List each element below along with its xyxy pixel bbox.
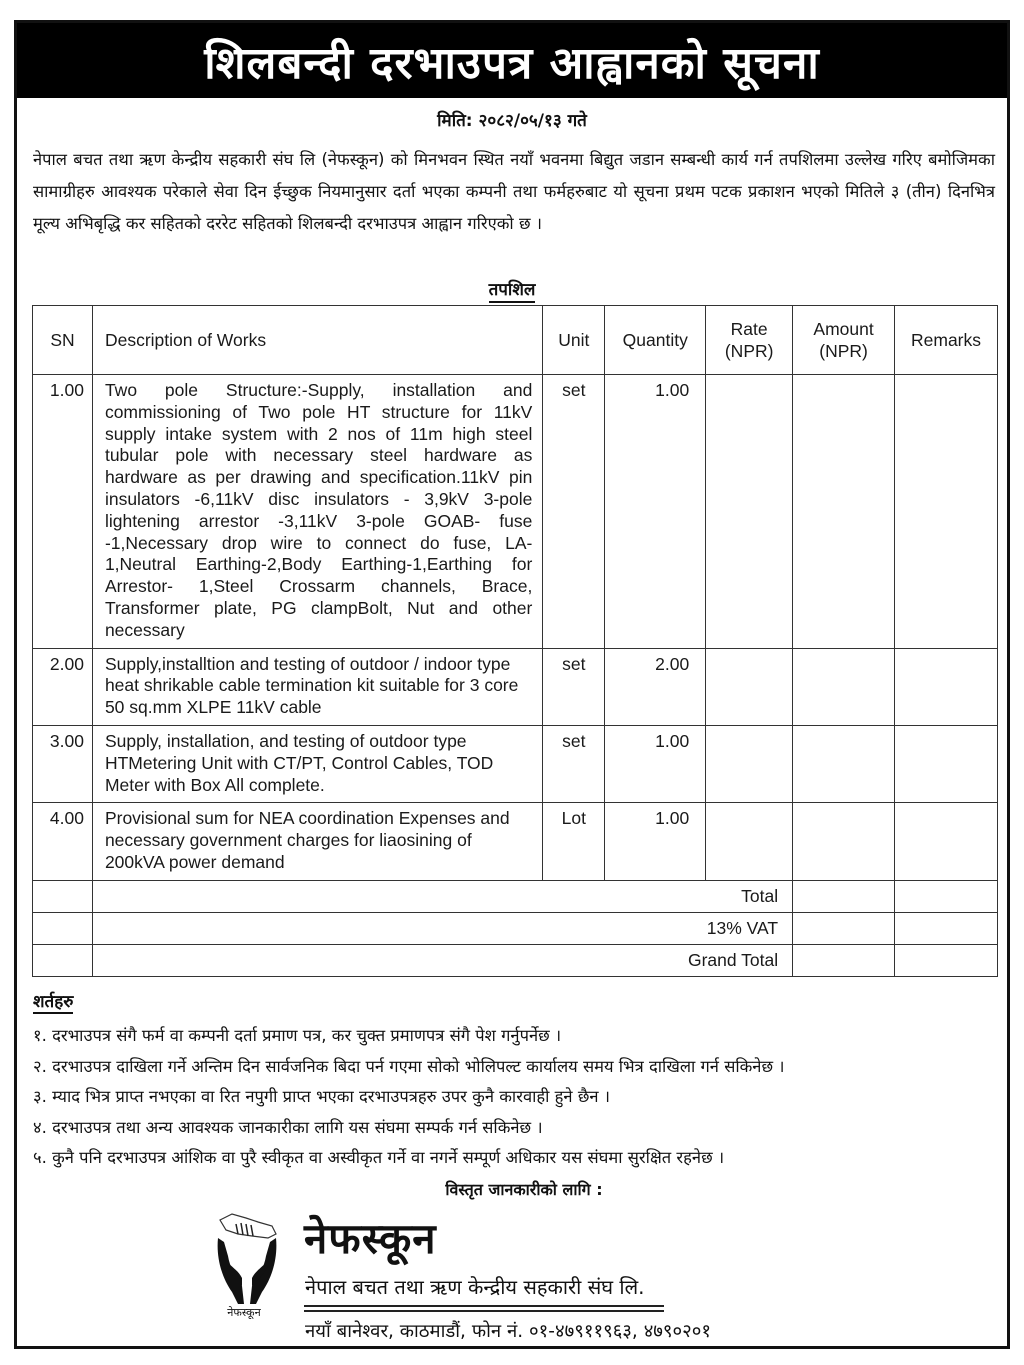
notice-title: शिलबन्दी दरभाउपत्र आह्वानको सूचना bbox=[204, 37, 820, 89]
cell-quantity: 1.00 bbox=[605, 375, 706, 649]
cell-unit: set bbox=[543, 648, 605, 725]
table-row bbox=[33, 725, 998, 802]
cell-sn: 3.00 bbox=[33, 725, 93, 802]
org-full-name: नेपाल बचत तथा ऋण केन्द्रीय सहकारी संघ लि. bbox=[305, 1275, 645, 1299]
blank-cell bbox=[33, 880, 93, 912]
cell-description: Supply,installtion and testing of outdoor / indoor type heat shrikable cable termination kit suitable for 3 core 50 sq.mm XLPE 11kV cable bbox=[92, 648, 542, 725]
header-amount: Amount (NPR) bbox=[793, 306, 895, 375]
divider bbox=[304, 1310, 664, 1312]
cell-remarks bbox=[895, 725, 998, 802]
cell-rate bbox=[706, 725, 793, 802]
cell-remarks bbox=[895, 648, 998, 725]
conditions-heading: शर्तहरु bbox=[33, 992, 74, 1012]
cell-amount bbox=[793, 375, 895, 649]
cell-rate bbox=[706, 803, 793, 880]
header-unit: Unit bbox=[543, 306, 605, 375]
notice-title-bar bbox=[17, 23, 1007, 98]
cell-description: Two pole Structure:-Supply, installation and commissioning of Two pole HT structure for 11kV supply intake system with 2 nos of 11m high steel tubular pole with necessary steel hardware as hardware as per drawing and specification.11kV pin insulators -6,11kV disc insulators - 3,9kV 3-pole lightening arrestor -3,11kV 3-pole GOAB- fuse -1,Necessary drop wire to connect do fuse, LA- 1,Neutral Earthing-2,Body Earthing-1,Earthing for Arrestor- 1,Steel Crossarm channels, Brace, Transformer plate, PG clampBolt, Nut and other necessary bbox=[92, 375, 542, 649]
cell-description: Provisional sum for NEA coordination Expenses and necessary government charges for liaosining of 200kVA power demand bbox=[92, 803, 542, 880]
grand-total-amount bbox=[793, 944, 895, 976]
vat-amount bbox=[793, 912, 895, 944]
conditions-list bbox=[33, 1021, 1008, 1174]
logo-caption: नेफस्कून bbox=[227, 1306, 261, 1319]
header-description: Description of Works bbox=[92, 306, 542, 375]
cell-sn: 2.00 bbox=[33, 648, 93, 725]
cell-unit: Lot bbox=[543, 803, 605, 880]
cell-description: Supply, installation, and testing of outdoor type HTMetering Unit with CT/PT, Control Cables, TOD Meter with Box All complete. bbox=[92, 725, 542, 802]
cell-remarks bbox=[895, 803, 998, 880]
total-amount bbox=[793, 880, 895, 912]
org-short-name: नेफस्कून bbox=[304, 1214, 437, 1263]
grand-total-row bbox=[33, 944, 998, 976]
condition-item: ५. कुनै पनि दरभाउपत्र आंशिक वा पुरै स्वीकृत वा अस्वीकृत गर्ने वा नगर्ने सम्पूर्ण अधिकार यस संघमा सुरक्षित रहनेछ । bbox=[33, 1148, 725, 1167]
notice-frame bbox=[14, 20, 1010, 1349]
cell-unit: set bbox=[543, 725, 605, 802]
works-table bbox=[32, 305, 998, 977]
total-remarks bbox=[895, 880, 998, 912]
cell-rate bbox=[706, 375, 793, 649]
cell-sn: 4.00 bbox=[33, 803, 93, 880]
cell-quantity: 1.00 bbox=[605, 803, 706, 880]
intro-paragraph: नेपाल बचत तथा ऋण केन्द्रीय सहकारी संघ लि (नेफस्कून) को मिनभवन स्थित नयाँ भवनमा बिद्युत जडान सम्बन्धी कार्य गर्न तपशिलमा उल्लेख गरिए बमोजिमका सामाग्रीहरु आवश्यक परेकाले सेवा दिन ईच्छुक नियमानुसार दर्ता भएका कम्पनी तथा फर्महरुबाट यो सूचना प्रथम पटक प्रकाशन भएको मितिले ३ (तीन) दिनभित्र मूल्य अभिबृद्धि कर सहितको दररेट सहितको शिलबन्दी दरभाउपत्र आह्वान गरिएको छ । bbox=[33, 150, 995, 233]
cell-quantity: 1.00 bbox=[605, 725, 706, 802]
condition-item: १. दरभाउपत्र संगै फर्म वा कम्पनी दर्ता प्रमाण पत्र, कर चुक्त प्रमाणपत्र संगै पेश गर्नुपर्नेछ । bbox=[33, 1026, 562, 1045]
cell-unit: set bbox=[543, 375, 605, 649]
header-sn: SN bbox=[33, 306, 93, 375]
total-label: Total bbox=[92, 880, 792, 912]
table-row bbox=[33, 648, 998, 725]
blank-cell bbox=[33, 912, 93, 944]
total-row bbox=[33, 880, 998, 912]
vat-label: 13% VAT bbox=[92, 912, 792, 944]
contact-caption: विस्तृत जानकारीको लागि : bbox=[445, 1180, 603, 1199]
cell-rate bbox=[706, 648, 793, 725]
cell-sn: 1.00 bbox=[33, 375, 93, 649]
condition-item: ४. दरभाउपत्र तथा अन्य आवश्यक जानकारीका लागि यस संघमा सम्पर्क गर्न सकिनेछ । bbox=[33, 1117, 543, 1137]
cell-quantity: 2.00 bbox=[605, 648, 706, 725]
cell-remarks bbox=[895, 375, 998, 649]
vat-remarks bbox=[895, 912, 998, 944]
table-row bbox=[33, 375, 998, 649]
org-address: नयाँ बानेश्वर, काठमाडौं, फोन नं. ०१-४७९११९६३, ४७९०२०१ bbox=[305, 1321, 712, 1342]
header-quantity: Quantity bbox=[605, 306, 706, 375]
cell-amount bbox=[793, 725, 895, 802]
condition-item: २. दरभाउपत्र दाखिला गर्ने अन्तिम दिन सार्वजनिक बिदा पर्न गएमा सोको भोलिपल्ट कार्यालय समय भित्र दाखिला गर्न सकिनेछ । bbox=[33, 1056, 785, 1076]
header-remarks: Remarks bbox=[895, 306, 998, 375]
schedule-heading: तपशिल bbox=[17, 277, 1007, 300]
cell-amount bbox=[793, 648, 895, 725]
divider bbox=[304, 1305, 664, 1307]
table-row bbox=[33, 803, 998, 880]
grand-total-label: Grand Total bbox=[92, 944, 792, 976]
blank-cell bbox=[33, 944, 93, 976]
header-rate: Rate (NPR) bbox=[706, 306, 793, 375]
cell-amount bbox=[793, 803, 895, 880]
notice-date: मिति: २०८२/०५/१३ गते bbox=[437, 111, 587, 131]
table-header-row bbox=[33, 306, 998, 375]
grand-total-remarks bbox=[895, 944, 998, 976]
condition-item: ३. म्याद भित्र प्राप्त नभएका वा रित नपुगी प्राप्त भएका दरभाउपत्रहरु उपर कुनै कारवाही हुने छैन । bbox=[33, 1087, 611, 1106]
vat-row bbox=[33, 912, 998, 944]
